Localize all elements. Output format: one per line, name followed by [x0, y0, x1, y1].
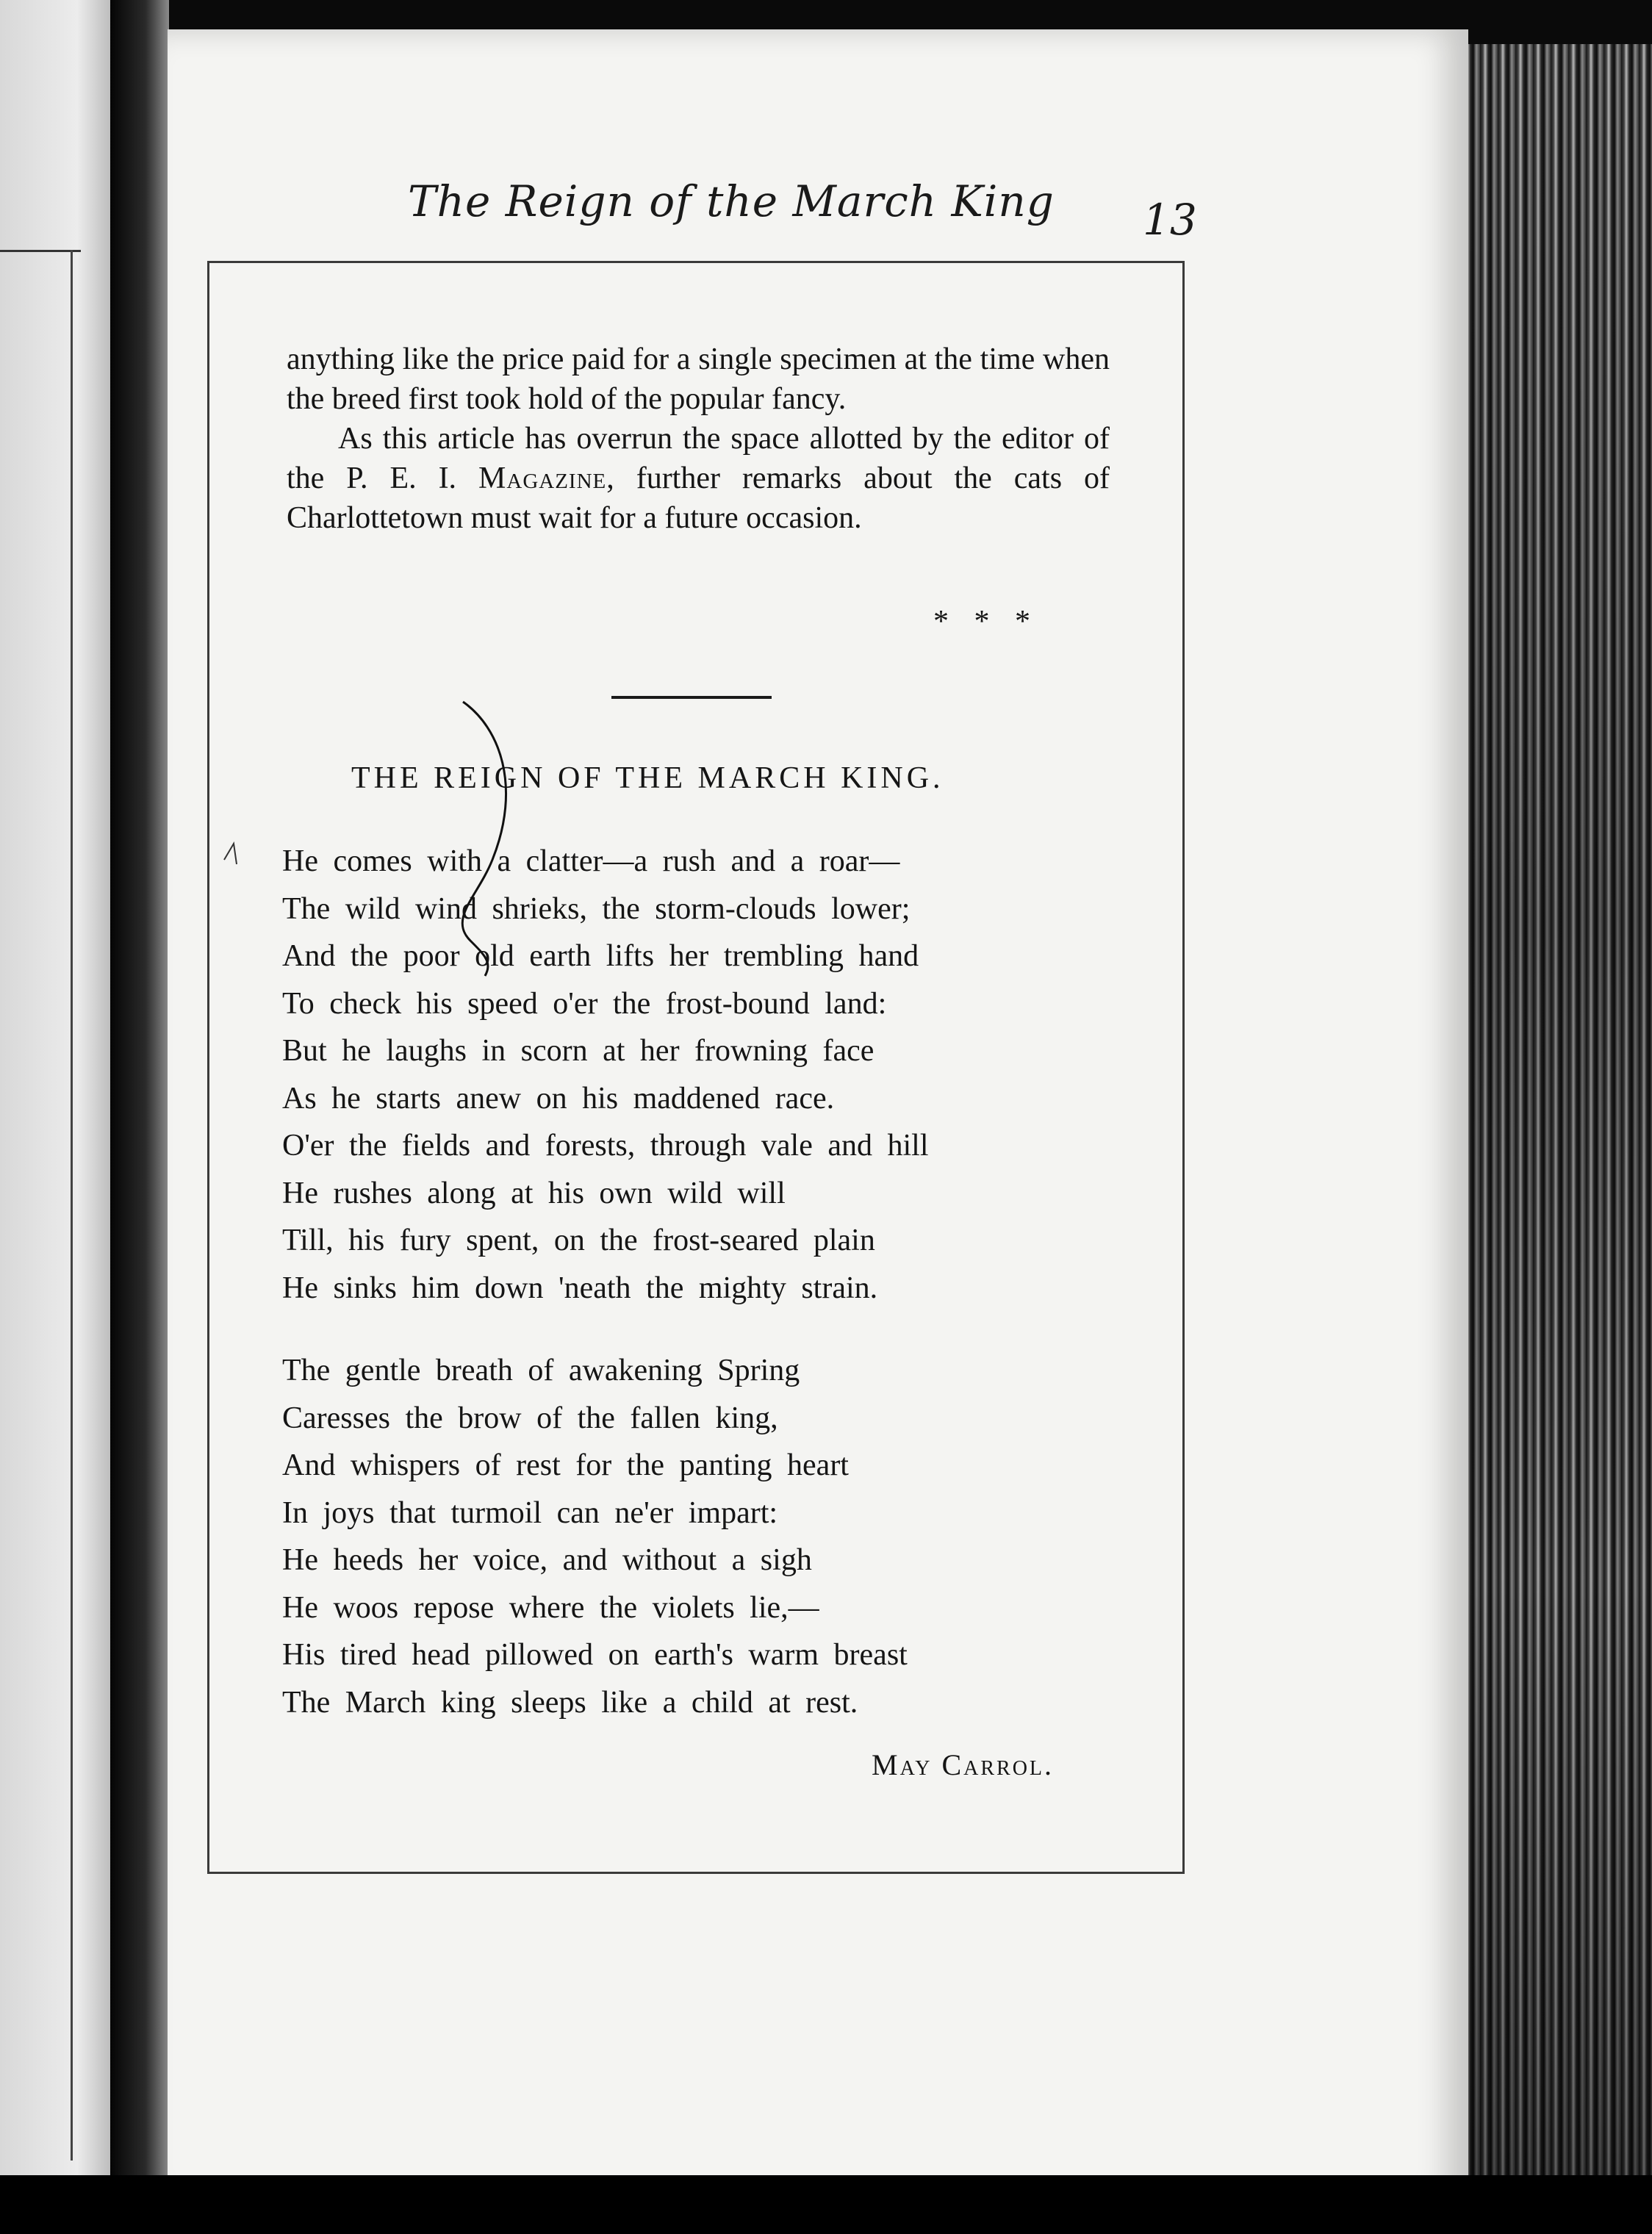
poem-title: THE REIGN OF THE MARCH KING. — [351, 761, 944, 795]
poem-line: And the poor old earth lifts her trembling hand — [282, 939, 919, 973]
poem-line: The March king sleeps like a child at rest. — [282, 1685, 858, 1720]
book-page-edges — [1462, 44, 1652, 2234]
facing-page-rule — [0, 250, 81, 252]
poem-author: May Carrol. — [872, 1748, 1055, 1781]
poem-line: He sinks him down 'neath the mighty strain. — [282, 1271, 878, 1305]
poem-line: He heeds her voice, and without a sigh — [282, 1543, 812, 1577]
poem-line: The wild wind shrieks, the storm-clouds lower; — [282, 891, 911, 926]
stanza-1 — [282, 838, 1113, 1312]
page-number: 13 — [1143, 195, 1197, 245]
prose-paragraph-1: anything like the price paid for a single specimen at the time when the breed first took hold of the popular fancy. — [287, 342, 1110, 416]
handwritten-tick-mark — [220, 838, 250, 867]
paragraph-2-text-start: As this article has overrun the space allotted by the editor of the P. E. I. — [287, 422, 1110, 495]
poem-line: His tired head pillowed on earth's warm breast — [282, 1638, 908, 1672]
prose-paragraph-2 — [287, 419, 1110, 538]
poem-line: As he starts anew on his maddened race. — [282, 1081, 835, 1116]
asterism: * * * — [933, 605, 1039, 639]
poem-line: He rushes along at his own wild will — [282, 1176, 786, 1210]
book-gutter — [110, 0, 169, 2234]
poem-line: In joys that turmoil can ne'er impart: — [282, 1495, 778, 1530]
handwritten-bracket-mark — [441, 698, 529, 977]
facing-page-border — [71, 250, 73, 2161]
poem-line: He woos repose where the violets lie,— — [282, 1590, 819, 1625]
poem-line: To check his speed o'er the frost-bound land: — [282, 986, 887, 1021]
poem-line: O'er the fields and forests, through vale and hill — [282, 1129, 929, 1163]
poem-line: Caresses the brow of the fallen king, — [282, 1401, 778, 1435]
article-ending — [287, 340, 1110, 538]
poem-line: And whispers of rest for the panting heart — [282, 1448, 849, 1482]
facing-page-edge — [0, 0, 110, 2175]
poem-line: Till, his fury spent, on the frost-seared plain — [282, 1224, 875, 1257]
poem-line: But he laughs in scorn at her frowning face — [282, 1034, 875, 1068]
section-separator-rule — [611, 696, 772, 699]
paragraph-2-text-end: , further remarks about the cats of Charlottetown must wait for a future occasion. — [287, 461, 1110, 535]
poem-line: He comes with a clatter—a rush and a roar— — [282, 844, 900, 878]
poem-line: The gentle breath of awakening Spring — [282, 1354, 800, 1387]
running-title: The Reign of the March King — [408, 176, 1055, 226]
scan-bottom-edge — [0, 2175, 1652, 2234]
magazine-name: Magazine — [478, 461, 607, 495]
stanza-2 — [282, 1347, 1113, 1726]
poem-body — [282, 838, 1113, 1726]
